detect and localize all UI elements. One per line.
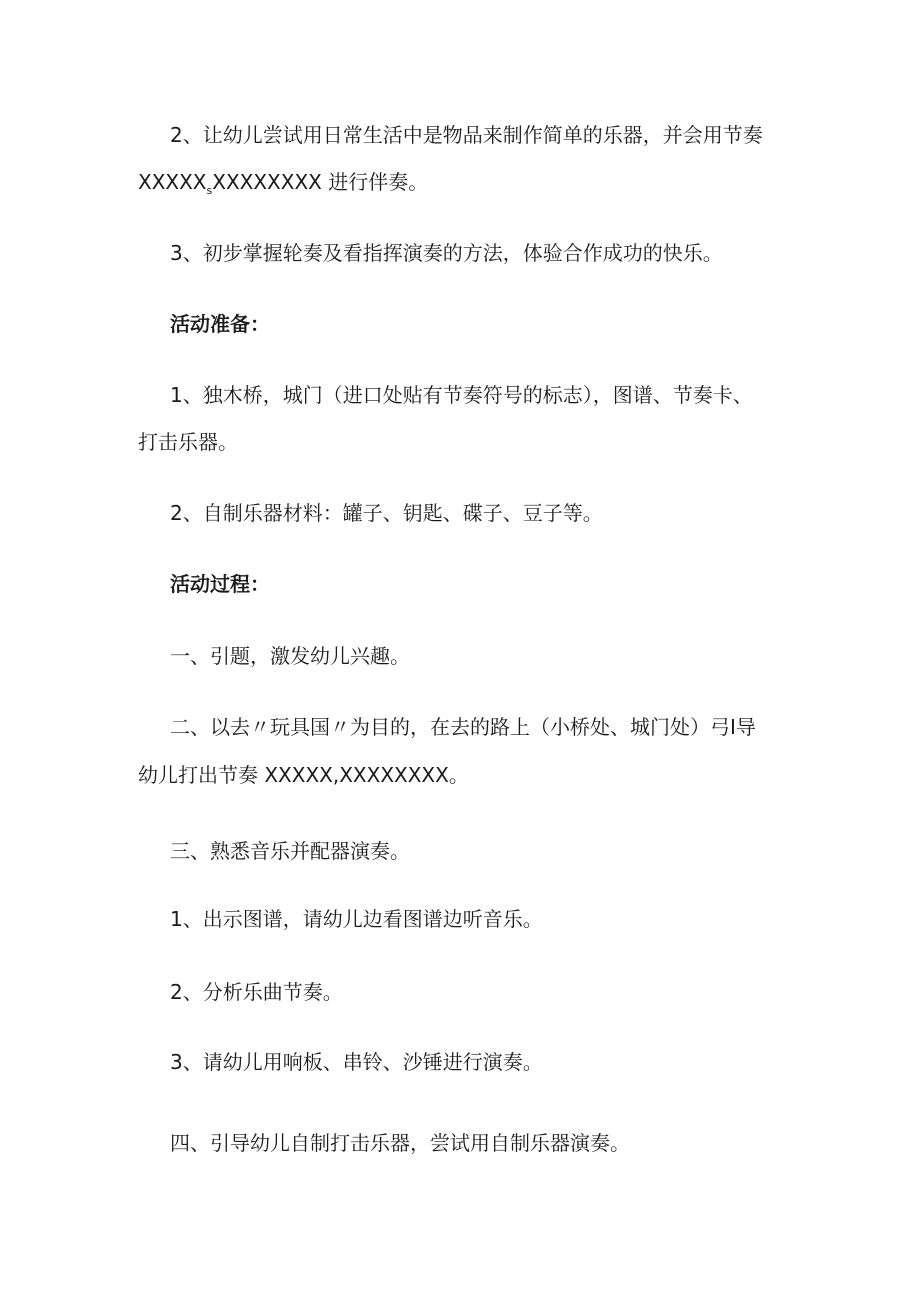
paragraph-step-4: 四、引导幼儿自制打击乐器，尝试用自制乐器演奏。 bbox=[170, 1131, 630, 1155]
paragraph-step-2-line-1: 二、以去〃玩具国〃为目的，在去的路上（小桥处、城门处）弓I导 bbox=[170, 715, 756, 739]
paragraph-step-1: 一、引题，激发幼儿兴趣。 bbox=[170, 644, 410, 668]
paragraph-step-3-1: 1、出示图谱，请幼儿边看图谱边听音乐。 bbox=[170, 907, 543, 931]
paragraph-step-3: 三、熟悉音乐并配器演奏。 bbox=[170, 839, 410, 863]
paragraph-step-3-3: 3、请幼儿用响板、串铃、沙锤进行演奏。 bbox=[170, 1050, 543, 1074]
heading-preparation: 活动准备： bbox=[170, 312, 270, 336]
paragraph-step-2-line-2: 幼儿打出节奏 XXXXX,XXXXXXXX。 bbox=[138, 763, 469, 787]
paragraph-goal-2-line-1: 2、让幼儿尝试用日常生活中是物品来制作简单的乐器，并会用节奏 bbox=[170, 123, 763, 147]
paragraph-prep-1-line-1: 1、独木桥，城门（进口处贴有节奏符号的标志），图谱、节奏卡、 bbox=[170, 383, 753, 407]
paragraph-prep-1-line-2: 打击乐器。 bbox=[138, 430, 238, 454]
rhythm-notation-a: XXXXX bbox=[138, 170, 207, 194]
rhythm-notation-b: XXXXXXXX 进行伴奏。 bbox=[212, 170, 429, 194]
heading-process: 活动过程： bbox=[170, 572, 270, 596]
paragraph-goal-2-line-2 bbox=[138, 168, 428, 205]
paragraph-step-3-2: 2、分析乐曲节奏。 bbox=[170, 980, 343, 1004]
rhythm-notation-subscript: s bbox=[206, 184, 213, 197]
paragraph-goal-3: 3、初步掌握轮奏及看指挥演奏的方法，体验合作成功的快乐。 bbox=[170, 241, 723, 265]
paragraph-prep-2: 2、自制乐器材料：罐子、钥匙、碟子、豆子等。 bbox=[170, 501, 603, 525]
